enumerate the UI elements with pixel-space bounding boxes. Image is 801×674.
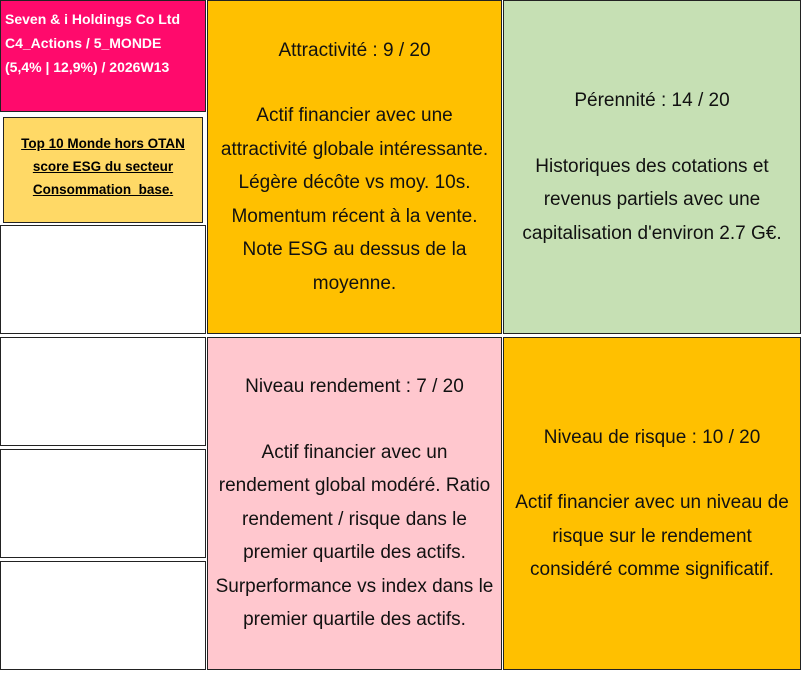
attractivite-panel — [207, 0, 502, 334]
description-line: revenus partiels avec une — [543, 189, 761, 210]
description-line: moyenne. — [312, 272, 397, 294]
empty-cell — [0, 225, 206, 334]
description-line: Historiques des cotations et — [535, 155, 769, 177]
perennite-title: Pérennité : 14 / 20 — [574, 90, 730, 111]
asset-stats: (5,4% | 12,9%) / 2026W13 — [5, 59, 170, 75]
description-line: capitalisation d'environ 2.7 G€. — [522, 222, 782, 244]
risque-description — [511, 486, 793, 587]
attractivite-title: Attractivité : 9 / 20 — [278, 39, 431, 61]
rendement-panel — [207, 337, 502, 670]
company-name: Seven & i Holdings Co Ltd — [5, 11, 181, 27]
rendement-description — [212, 436, 498, 637]
risque-panel — [503, 337, 801, 670]
attractivite-description — [217, 99, 492, 300]
description-line: premier quartile des actifs. — [243, 542, 466, 564]
description-line: Actif financier avec un niveau de — [515, 492, 789, 513]
description-line: Actif financier avec un — [261, 441, 448, 463]
empty-cell — [0, 337, 206, 446]
perennite-description — [518, 150, 785, 251]
esg-note-line: Top 10 Monde hors OTAN — [21, 136, 185, 151]
description-line: Note ESG au dessus de la — [242, 239, 467, 261]
rendement-title: Niveau rendement : 7 / 20 — [245, 376, 464, 398]
description-line: rendement global modéré. Ratio — [218, 475, 491, 497]
esg-note-line: Consommation_base. — [32, 182, 174, 197]
description-line: risque sur le rendement — [552, 525, 752, 547]
esg-note-line: score ESG du secteur — [32, 159, 174, 174]
perennite-panel — [503, 0, 801, 334]
description-line: premier quartile des actifs. — [243, 609, 466, 631]
description-line: considéré comme significatif. — [530, 559, 774, 580]
risque-title: Niveau de risque : 10 / 20 — [543, 426, 761, 448]
asset-header — [0, 0, 206, 112]
description-line: Actif financier avec une — [256, 105, 453, 127]
empty-cell — [0, 561, 206, 670]
description-line: Momentum récent à la vente. — [231, 205, 478, 227]
description-line: Légère décôte vs moy. 10s. — [238, 172, 471, 194]
asset-category: C4_Actions / 5_MONDE — [5, 35, 162, 51]
description-line: rendement / risque dans le — [242, 508, 467, 530]
description-line: attractivité globale intéressante. — [220, 138, 489, 160]
empty-cell — [0, 449, 206, 558]
esg-ranking-note — [3, 117, 203, 223]
description-line: Surperformance vs index dans le — [215, 575, 494, 597]
